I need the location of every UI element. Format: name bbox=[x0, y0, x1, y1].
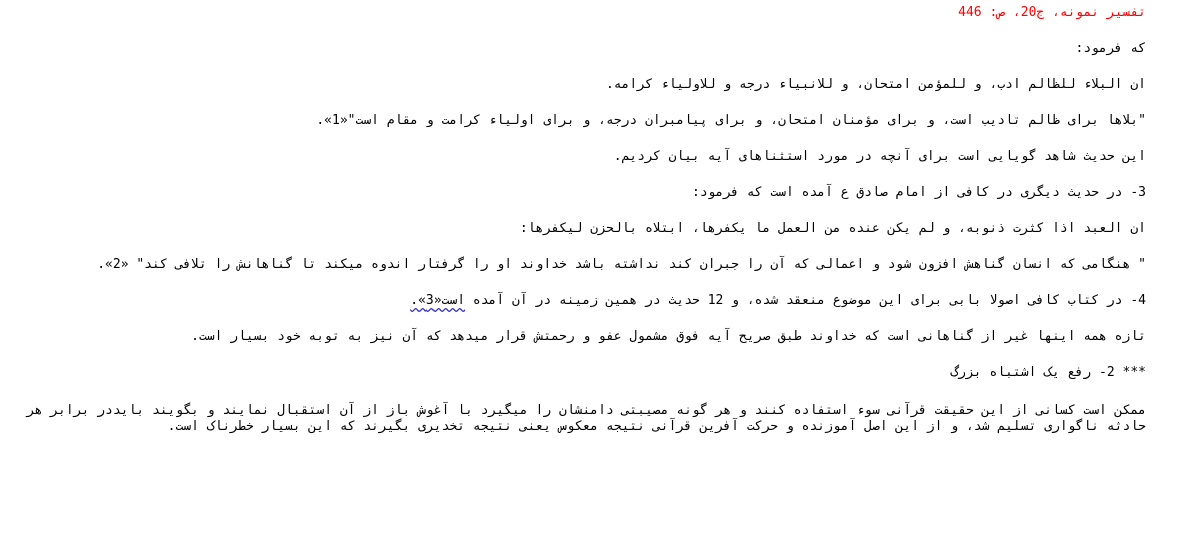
section-heading: *** 2- رفع يک اشتباه بزرگ bbox=[950, 365, 1146, 380]
spellcheck-marked-word[interactable]: است«3». bbox=[410, 293, 466, 308]
paragraph-commentary-1: اين حديث شاهد گويايى است براى آنچه در مورد استثناهاى آيه بيان كرديم. bbox=[613, 149, 1146, 164]
paragraph-forgiveness: تازه همه اينها غير از گناهانى است كه خداوند طبق صريح آيه فوق مشمول عفو و رحمتش قرار ميدهد كه آن نيز به توبه خود بسيار است. bbox=[191, 329, 1146, 344]
paragraph-translation-2: " هنگامى كه انسان گناهش افزون شود و اعمالى كه آن را جبران كند نداشته باشد خداوند او را گرفتار اندوه ميكند تا گناهانش را تلافى كند" «2». bbox=[97, 257, 1146, 272]
paragraph-misconception: ممكن است كسانى از اين حقيقت قرآنى سوء استفاده كنند و هر گونه مصيبتى دامنشان را ميگيرد با آغوش باز از آن استقبال نمايند و بگويند بايددر برابر هر حادثه ناگوارى تسليم شد، و از اين اصل آموزنده و حركت آفرين قرآنى نتيجه معكوس يعنى نتيجه تخديرى بگيرند كه اين بسيار خطرناک است. bbox=[26, 403, 1146, 434]
paragraph-kafi-chapter-text: 4- در كتاب كافى اصولا بابى براى اين موضوع منعقد شده، و 12 حديث در همين زمينه در آن آمده bbox=[465, 293, 1146, 308]
page-title: تفسير نمونه، ج20، ص: 446 bbox=[958, 5, 1146, 20]
paragraph-kafi-chapter bbox=[10, 293, 1146, 309]
paragraph-arabic-hadith-2: ان العبد اذا كثرت ذنوبه، و لم يكن عنده من العمل ما يكفرها، ابتلاه بالحزن ليكفرها: bbox=[519, 221, 1146, 236]
paragraph-hadith-3-intro: 3- در حديث ديگرى در كافى از امام صادق ع آمده است كه فرمود: bbox=[692, 185, 1146, 200]
paragraph-intro: كه فرمود: bbox=[1075, 41, 1146, 56]
paragraph-arabic-hadith-1: ان البلاء للظالم ادب، و للمؤمن امتحان، و للانبياء درجه و للاولياء كرامه. bbox=[605, 77, 1146, 92]
paragraph-translation-1: "بلاها براى ظالم تاديب است، و براى مؤمنان امتحان، و براى پيامبران درجه، و براى اولياء كرامت و مقام است"«1». bbox=[316, 113, 1146, 128]
